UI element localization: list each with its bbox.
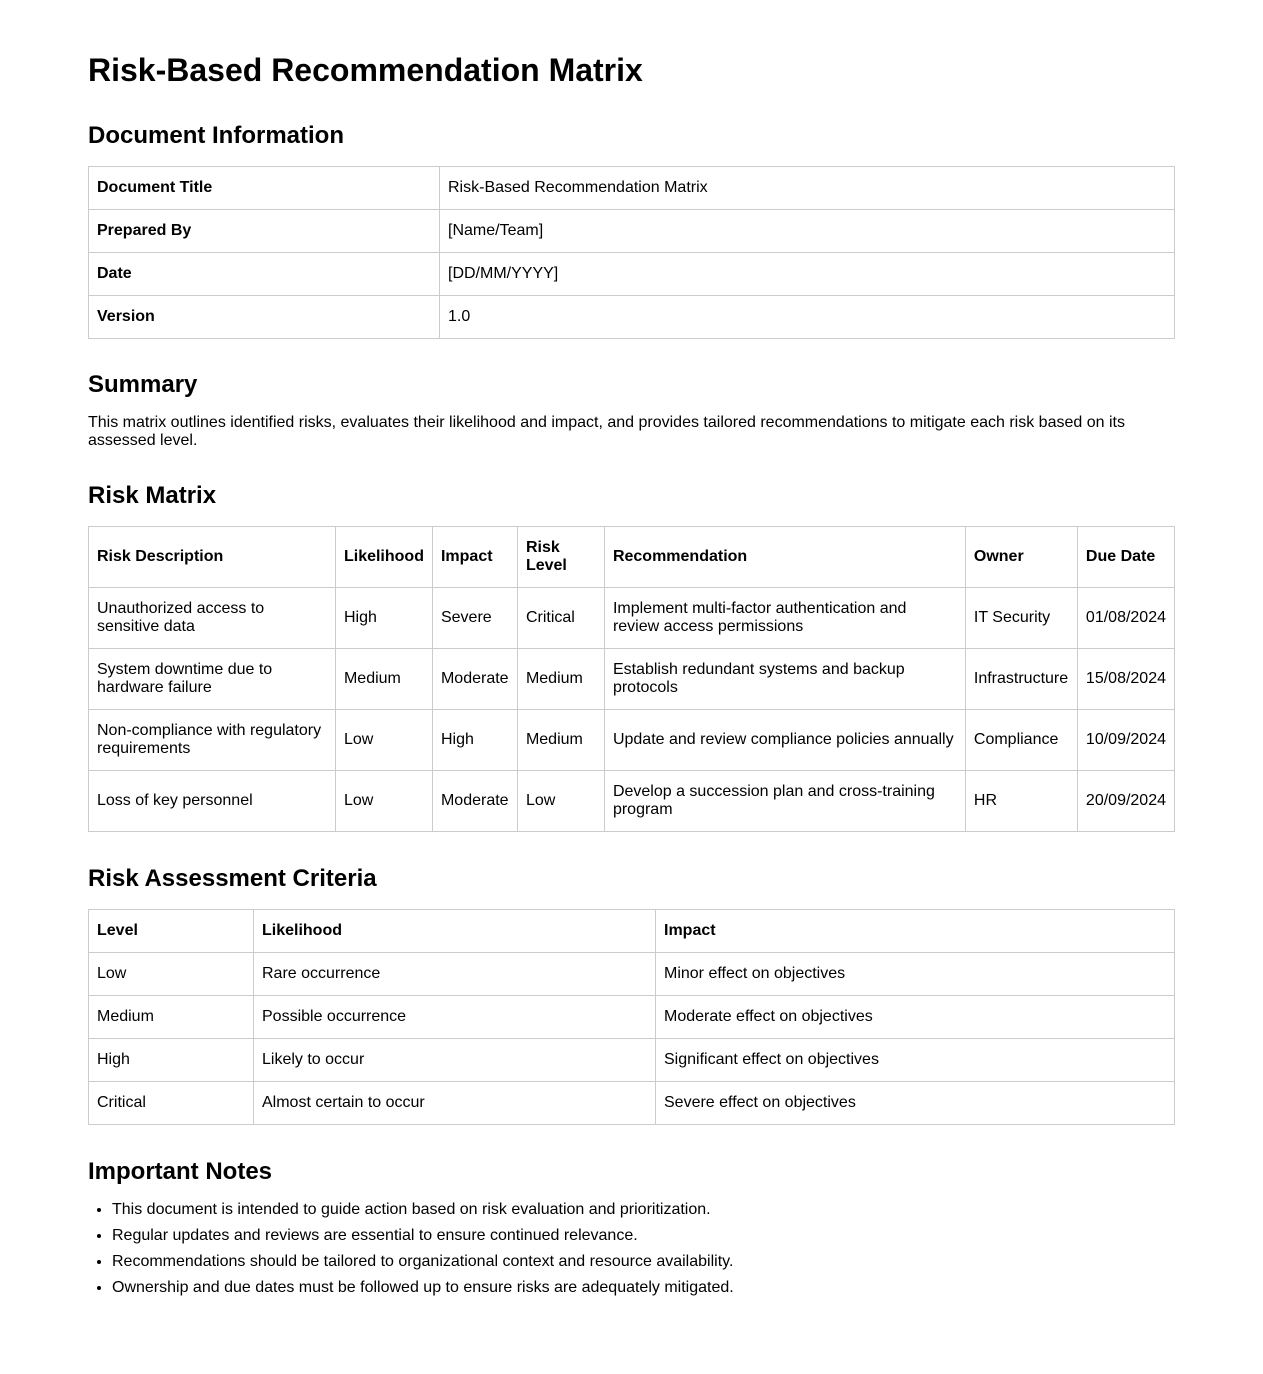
- list-item: • This document is intended to guide action based on risk evaluation and prioritization.: [112, 1197, 1175, 1223]
- risk-recommendation: Establish redundant systems and backup protocols: [604, 649, 965, 710]
- risk-owner: Infrastructure: [965, 649, 1077, 710]
- risk-impact: Moderate: [432, 649, 517, 710]
- table-row: [89, 210, 1175, 253]
- table-row: [89, 953, 1175, 996]
- table-row: [89, 1082, 1175, 1125]
- col-impact: Impact: [432, 527, 517, 588]
- doc-info-heading: Document Information: [88, 122, 344, 149]
- risk-likelihood: Medium: [335, 649, 432, 710]
- prepared-by-value: [Name/Team]: [440, 210, 1175, 253]
- criteria-likelihood: Rare occurrence: [254, 953, 656, 996]
- col-likelihood: Likelihood: [254, 910, 656, 953]
- criteria-likelihood: Likely to occur: [254, 1039, 656, 1082]
- risk-impact: Moderate: [432, 771, 517, 832]
- version-label: Version: [89, 296, 440, 339]
- criteria-level: Medium: [89, 996, 254, 1039]
- risk-likelihood: Low: [335, 710, 432, 771]
- risk-description: Loss of key personnel: [89, 771, 336, 832]
- risk-owner: Compliance: [965, 710, 1077, 771]
- risk-description: Unauthorized access to sensitive data: [89, 588, 336, 649]
- risk-impact: Severe: [432, 588, 517, 649]
- risk-likelihood: High: [335, 588, 432, 649]
- risk-owner: IT Security: [965, 588, 1077, 649]
- notes-list: [88, 1197, 1175, 1301]
- risk-due-date: 20/09/2024: [1077, 771, 1174, 832]
- risk-recommendation: Develop a succession plan and cross-training program: [604, 771, 965, 832]
- risk-recommendation: Implement multi-factor authentication and review access permissions: [604, 588, 965, 649]
- criteria-impact: Significant effect on objectives: [656, 1039, 1175, 1082]
- date-value: [DD/MM/YYYY]: [440, 253, 1175, 296]
- summary-heading: Summary: [88, 371, 198, 398]
- criteria-heading: Risk Assessment Criteria: [88, 865, 377, 892]
- page-title: Risk-Based Recommendation Matrix: [88, 52, 643, 88]
- risk-level: Medium: [517, 649, 604, 710]
- col-level: Level: [89, 910, 254, 953]
- list-item: • Regular updates and reviews are essential to ensure continued relevance.: [112, 1223, 1175, 1249]
- table-row: [89, 710, 1175, 771]
- table-row: [89, 588, 1175, 649]
- list-item: • Recommendations should be tailored to organizational context and resource availability.: [112, 1249, 1175, 1275]
- criteria-impact: Minor effect on objectives: [656, 953, 1175, 996]
- date-label: Date: [89, 253, 440, 296]
- table-row: [89, 1039, 1175, 1082]
- criteria-level: High: [89, 1039, 254, 1082]
- document-page: [88, 0, 1175, 1301]
- risk-due-date: 10/09/2024: [1077, 710, 1174, 771]
- risk-level: Medium: [517, 710, 604, 771]
- risk-matrix-table: [88, 526, 1175, 832]
- col-due-date: Due Date: [1077, 527, 1174, 588]
- criteria-level: Critical: [89, 1082, 254, 1125]
- table-row: [89, 167, 1175, 210]
- list-item: • Ownership and due dates must be followed up to ensure risks are adequately mitigated.: [112, 1275, 1175, 1301]
- criteria-impact: Severe effect on objectives: [656, 1082, 1175, 1125]
- risk-matrix-heading: Risk Matrix: [88, 482, 217, 509]
- criteria-impact: Moderate effect on objectives: [656, 996, 1175, 1039]
- doc-title-value: Risk-Based Recommendation Matrix: [440, 167, 1175, 210]
- col-likelihood: Likelihood: [335, 527, 432, 588]
- doc-title-label: Document Title: [89, 167, 440, 210]
- version-value: 1.0: [440, 296, 1175, 339]
- col-risk-level: Risk Level: [517, 527, 604, 588]
- risk-recommendation: Update and review compliance policies annually: [604, 710, 965, 771]
- col-impact: Impact: [656, 910, 1175, 953]
- col-owner: Owner: [965, 527, 1077, 588]
- risk-level: Low: [517, 771, 604, 832]
- doc-info-table: [88, 166, 1175, 339]
- criteria-table: [88, 909, 1175, 1125]
- table-header-row: [89, 910, 1175, 953]
- criteria-likelihood: Almost certain to occur: [254, 1082, 656, 1125]
- risk-due-date: 15/08/2024: [1077, 649, 1174, 710]
- col-risk-description: Risk Description: [89, 527, 336, 588]
- risk-description: Non-compliance with regulatory requirements: [89, 710, 336, 771]
- prepared-by-label: Prepared By: [89, 210, 440, 253]
- table-header-row: [89, 527, 1175, 588]
- risk-likelihood: Low: [335, 771, 432, 832]
- notes-heading: Important Notes: [88, 1158, 273, 1185]
- criteria-likelihood: Possible occurrence: [254, 996, 656, 1039]
- table-row: [89, 296, 1175, 339]
- col-recommendation: Recommendation: [604, 527, 965, 588]
- table-row: [89, 649, 1175, 710]
- table-row: [89, 253, 1175, 296]
- risk-owner: HR: [965, 771, 1077, 832]
- table-row: [89, 771, 1175, 832]
- risk-due-date: 01/08/2024: [1077, 588, 1174, 649]
- table-row: [89, 996, 1175, 1039]
- risk-level: Critical: [517, 588, 604, 649]
- criteria-level: Low: [89, 953, 254, 996]
- risk-impact: High: [432, 710, 517, 771]
- risk-description: System downtime due to hardware failure: [89, 649, 336, 710]
- summary-text: This matrix outlines identified risks, evaluates their likelihood and impact, and provides tailored recommendations to mitigate each risk based on its assessed level.: [88, 414, 1125, 449]
